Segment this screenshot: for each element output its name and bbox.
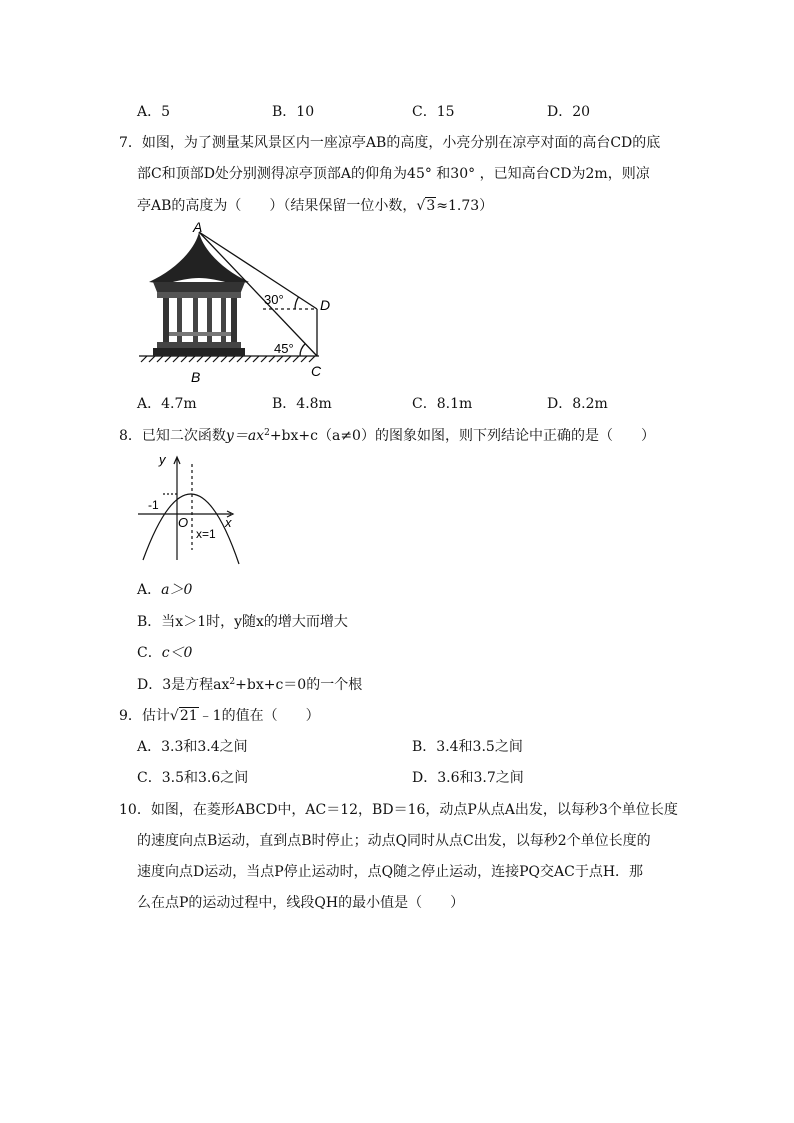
label-origin: O (178, 515, 189, 530)
label-y: y (159, 452, 166, 467)
q6-option-c[interactable]: C．15 (412, 104, 455, 120)
q7-line-2: 部C和顶部D处分别测得凉亭顶部A的仰角为45° 和30° ，已知高台CD为2m，则凉 (137, 166, 650, 182)
parabola-figure (135, 452, 250, 567)
angle-30-label: 30° (264, 292, 284, 307)
label-axis-x1: x=1 (196, 527, 216, 541)
q7-line-1: 7．如图，为了测量某风景区内一座凉亭AB的高度，小亮分别在凉亭对面的高台CD的底 (119, 135, 661, 151)
q6-option-d[interactable]: D．20 (547, 104, 591, 120)
q8-option-d[interactable]: D．3是方程$ax^2+bx+c=0$的一个根 (137, 677, 363, 693)
label-x: x (225, 515, 232, 530)
q7-option-c[interactable]: C．8.1m (412, 396, 473, 412)
angle-45-label: 45° (274, 341, 294, 356)
q10-line-2: 的速度向点B运动，直到点B时停止；动点Q同时从点C出发，以每秒2个单位长度的 (137, 833, 651, 849)
sqrt-symbol: √ (169, 708, 179, 724)
pavilion-figure (135, 220, 350, 392)
label-C: C (311, 363, 322, 379)
label-D: D (320, 297, 331, 313)
q8-option-c[interactable]: C．c＜0 (137, 645, 193, 661)
q8-stem: 8．已知二次函数$y=ax^2+bx+c(a\ne 0)$的图象如图，则下列结论中正确的是（ ） (119, 428, 655, 444)
q9-option-d[interactable]: D．3.6和3.7之间 (412, 770, 524, 786)
label-A: A (193, 220, 203, 235)
q7-line-3: 亭AB的高度为（ ）（结果保留一位小数，√3≈1.73） (137, 198, 494, 214)
q10-line-4: 么在点P的运动过程中，线段QH的最小值是（ ） (137, 895, 465, 911)
sqrt-symbol: √ (416, 198, 426, 214)
q10-line-3: 速度向点D运动，当点P停止运动时，点Q随之停止运动，连接PQ交AC于点H．那 (137, 864, 644, 880)
q9-option-a[interactable]: A．3.3和3.4之间 (137, 739, 248, 755)
q7-option-b[interactable]: B．4.8m (272, 396, 332, 412)
ground-line (139, 356, 319, 362)
pavilion-icon (149, 232, 249, 356)
q8-option-a[interactable]: A．a＞0 (137, 582, 193, 598)
q9-option-c[interactable]: C．3.5和3.6之间 (137, 770, 249, 786)
q9-option-b[interactable]: B．3.4和3.5之间 (412, 739, 523, 755)
label-neg1: -1 (148, 498, 159, 512)
q10-line-1: 10．如图，在菱形ABCD中，AC＝12，BD＝16，动点P从点A出发，以每秒3个单位长度 (119, 802, 678, 818)
label-B: B (191, 369, 201, 385)
q7-option-d[interactable]: D．8.2m (547, 396, 608, 412)
q7-option-a[interactable]: A．4.7m (137, 396, 197, 412)
q8-option-b[interactable]: B．当x＞1时，y随x的增大而增大 (137, 614, 348, 630)
q9-stem: 9．估计√21﹣1的值在（ ） (119, 708, 320, 724)
q6-option-b[interactable]: B．10 (272, 104, 315, 120)
q6-option-a[interactable]: A．5 (137, 104, 171, 120)
